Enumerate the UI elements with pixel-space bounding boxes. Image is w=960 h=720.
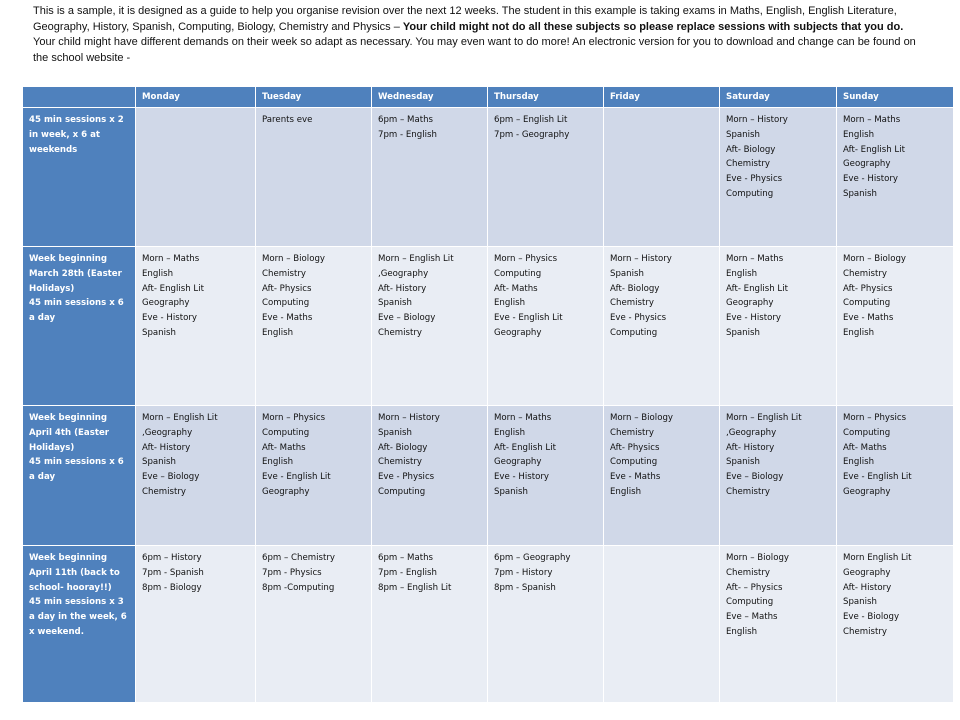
session-cell-monday <box>136 546 256 703</box>
session-line: Aft- Maths <box>494 283 538 294</box>
session-line: 7pm - Physics <box>262 567 322 578</box>
session-line: Aft- Physics <box>843 283 893 294</box>
week-row <box>23 247 954 406</box>
session-line: Chemistry <box>610 298 654 309</box>
session-cell-monday <box>136 108 256 247</box>
session-line: Geography <box>843 486 891 497</box>
session-line: Morn – History <box>378 413 440 423</box>
header-friday: Friday <box>604 87 720 108</box>
session-cell-saturday <box>720 546 837 703</box>
session-line: Eve - Biology <box>843 612 900 623</box>
session-line: Eve - Maths <box>610 472 661 483</box>
session-line: Morn – History <box>726 115 788 125</box>
session-line: Chemistry <box>610 427 654 438</box>
session-line: Aft- Physics <box>262 283 312 294</box>
session-line: Eve - History <box>142 313 197 324</box>
session-line: 7pm - History <box>494 567 553 578</box>
session-line: 6pm – History <box>142 553 202 563</box>
session-line: Morn – Maths <box>142 254 200 264</box>
session-line: 7pm - English <box>378 567 437 578</box>
session-line: Spanish <box>726 457 760 468</box>
session-cell-friday <box>604 406 720 546</box>
session-line: Eve - Physics <box>726 174 783 185</box>
week-label <box>23 546 136 703</box>
session-line: Geography <box>843 567 891 578</box>
session-cell-wednesday <box>372 406 488 546</box>
session-line: Chemistry <box>262 268 306 279</box>
week-row <box>23 406 954 546</box>
session-line: Eve - English Lit <box>494 313 563 324</box>
session-cell-saturday <box>720 406 837 546</box>
week-label <box>23 108 136 247</box>
session-line: Eve - English Lit <box>843 472 912 483</box>
session-line: Chemistry <box>726 486 770 497</box>
session-line: 8pm – English Lit <box>378 582 452 593</box>
week-label-line: 45 min sessions x 6 a day <box>29 457 124 483</box>
session-line: English <box>142 268 174 279</box>
session-line: 7pm - Spanish <box>142 567 204 578</box>
intro-paragraph <box>33 4 923 66</box>
session-line: Computing <box>843 427 891 438</box>
session-line: ,Geography <box>378 268 429 279</box>
session-line: 6pm – English Lit <box>494 115 568 125</box>
week-label-line: March 28th (Easter Holidays) <box>29 268 122 294</box>
session-line: Aft- Biology <box>378 442 428 453</box>
session-line: Morn – Physics <box>843 413 907 423</box>
header-corner <box>23 87 136 108</box>
session-line: Aft- English Lit <box>494 442 556 453</box>
session-line: Aft- Maths <box>843 442 887 453</box>
intro-text-part2: Your child might have different demands on their week so adapt as necessary. You may even want to do more! An electronic version for you to download and change can be found on the school website - <box>33 36 916 64</box>
session-line: Spanish <box>378 298 412 309</box>
session-line: Morn – Maths <box>843 115 901 125</box>
session-cell-wednesday <box>372 546 488 703</box>
session-cell-friday <box>604 546 720 703</box>
session-line: Chemistry <box>378 327 422 338</box>
session-line: Computing <box>262 298 310 309</box>
session-cell-wednesday <box>372 247 488 406</box>
week-label-line: 45 min sessions x 2 in week, x 6 at weekends <box>29 115 124 155</box>
header-tuesday: Tuesday <box>256 87 372 108</box>
week-label <box>23 406 136 546</box>
session-line: Morn – English Lit <box>378 254 454 264</box>
session-line: Morn – English Lit <box>142 413 218 423</box>
session-line: Chemistry <box>726 567 770 578</box>
session-cell-thursday <box>488 546 604 703</box>
week-label-line: 45 min sessions x 3 a day in the week, 6 x weekend. <box>29 597 127 637</box>
session-line: Chemistry <box>843 626 887 637</box>
session-line: English <box>262 327 294 338</box>
timetable-body <box>23 108 954 703</box>
week-label-line: Week beginning <box>29 254 108 264</box>
intro-text-part1: This is a sample, it is designed as a guide to help you organise revision over the next 12 weeks. The student in this example is taking exams in Maths, English, English Literature, Geography, History, Spanish, Computing, Biology, Chemistry and Physics – <box>33 5 897 33</box>
session-line: Computing <box>494 268 542 279</box>
session-line: 6pm – Geography <box>494 553 571 563</box>
session-line: Morn – Biology <box>843 254 906 264</box>
session-line: Eve - History <box>726 313 781 324</box>
session-line: Eve - Maths <box>262 313 313 324</box>
session-line: Geography <box>494 457 542 468</box>
session-line: Computing <box>262 427 310 438</box>
session-line: 6pm – Maths <box>378 553 434 563</box>
session-line: Spanish <box>726 327 760 338</box>
session-line: Morn – History <box>610 254 672 264</box>
session-line: Spanish <box>378 427 412 438</box>
session-line: Aft- Biology <box>726 144 776 155</box>
session-line: 7pm - English <box>378 129 437 140</box>
session-line: Morn – Maths <box>726 254 784 264</box>
header-row <box>23 87 954 108</box>
session-line: Eve – Maths <box>726 612 778 623</box>
session-line: English <box>843 129 875 140</box>
session-line: Eve - Physics <box>378 472 435 483</box>
session-line: ,Geography <box>726 427 777 438</box>
header-wednesday: Wednesday <box>372 87 488 108</box>
session-line: 6pm – Chemistry <box>262 553 336 563</box>
session-line: Computing <box>610 457 658 468</box>
session-cell-sunday <box>837 546 954 703</box>
session-line: English <box>726 268 758 279</box>
session-line: Eve - History <box>843 174 898 185</box>
header-thursday: Thursday <box>488 87 604 108</box>
session-line: Computing <box>843 298 891 309</box>
session-line: Chemistry <box>378 457 422 468</box>
session-cell-saturday <box>720 247 837 406</box>
session-line: English <box>843 457 875 468</box>
session-line: ,Geography <box>142 427 193 438</box>
session-line: Spanish <box>142 457 176 468</box>
week-label-line: Week beginning April 4th (Easter Holidays) <box>29 413 110 453</box>
session-line: English <box>843 327 875 338</box>
week-label-line: 45 min sessions x 6 a day <box>29 298 124 324</box>
session-line: Morn – Physics <box>262 413 326 423</box>
session-line: Spanish <box>843 188 877 199</box>
session-line: 8pm - Spanish <box>494 582 556 593</box>
session-line: Morn English Lit <box>843 553 912 563</box>
session-line: Eve – Biology <box>726 472 784 483</box>
session-cell-thursday <box>488 406 604 546</box>
session-line: Aft- Maths <box>262 442 306 453</box>
session-line: Geography <box>262 486 310 497</box>
session-line: Computing <box>610 327 658 338</box>
session-line: Spanish <box>843 597 877 608</box>
week-label-line: April 11th (back to school- hooray!!) <box>29 567 120 593</box>
week-label <box>23 247 136 406</box>
session-line: Computing <box>726 188 774 199</box>
session-cell-saturday <box>720 108 837 247</box>
session-line: Aft- – Physics <box>726 582 783 593</box>
session-line: 6pm – Maths <box>378 115 434 125</box>
session-line: Morn – Biology <box>726 553 789 563</box>
session-line: Geography <box>494 327 542 338</box>
session-line: Morn – Physics <box>494 254 558 264</box>
revision-timetable <box>22 86 954 703</box>
session-line: Computing <box>726 597 774 608</box>
session-line: Morn – English Lit <box>726 413 802 423</box>
week-label-line: Week beginning <box>29 553 108 563</box>
session-line: Spanish <box>726 129 760 140</box>
week-row <box>23 546 954 703</box>
session-line: Eve – Biology <box>142 472 200 483</box>
session-cell-tuesday <box>256 406 372 546</box>
session-line: Parents eve <box>262 115 313 125</box>
session-cell-monday <box>136 247 256 406</box>
session-line: Morn – Biology <box>262 254 325 264</box>
session-cell-monday <box>136 406 256 546</box>
session-line: Eve - English Lit <box>262 472 331 483</box>
session-line: Chemistry <box>142 486 186 497</box>
session-cell-tuesday <box>256 546 372 703</box>
session-cell-sunday <box>837 108 954 247</box>
session-line: Eve - Physics <box>610 313 667 324</box>
session-line: English <box>494 427 526 438</box>
session-cell-wednesday <box>372 108 488 247</box>
session-line: Aft- Physics <box>610 442 660 453</box>
session-line: 8pm - Biology <box>142 582 202 593</box>
session-line: Chemistry <box>726 159 770 170</box>
week-row <box>23 108 954 247</box>
session-line: Aft- History <box>378 283 427 294</box>
session-line: Aft- English Lit <box>142 283 204 294</box>
session-line: Aft- English Lit <box>726 283 788 294</box>
session-line: Eve - History <box>494 472 549 483</box>
session-cell-thursday <box>488 108 604 247</box>
session-cell-sunday <box>837 247 954 406</box>
session-cell-friday <box>604 108 720 247</box>
session-cell-tuesday <box>256 108 372 247</box>
session-line: Aft- History <box>843 582 892 593</box>
session-line: Spanish <box>610 268 644 279</box>
session-line: Aft- History <box>142 442 191 453</box>
session-line: Aft- History <box>726 442 775 453</box>
session-line: English <box>610 486 642 497</box>
session-line: English <box>262 457 294 468</box>
session-line: Computing <box>378 486 426 497</box>
session-line: Spanish <box>142 327 176 338</box>
session-line: Spanish <box>494 486 528 497</box>
session-line: Geography <box>726 298 774 309</box>
session-line: Morn – Biology <box>610 413 673 423</box>
session-cell-sunday <box>837 406 954 546</box>
intro-text-bold: Your child might not do all these subjects so please replace sessions with subjects that you do. <box>402 20 904 33</box>
session-line: Aft- Biology <box>610 283 660 294</box>
session-line: Geography <box>843 159 891 170</box>
session-line: Eve - Maths <box>843 313 894 324</box>
session-line: English <box>494 298 526 309</box>
session-line: Geography <box>142 298 190 309</box>
session-cell-tuesday <box>256 247 372 406</box>
header-sunday: Sunday <box>837 87 954 108</box>
header-saturday: Saturday <box>720 87 837 108</box>
session-line: Chemistry <box>843 268 887 279</box>
session-line: Aft- English Lit <box>843 144 905 155</box>
header-monday: Monday <box>136 87 256 108</box>
session-line: English <box>726 626 758 637</box>
session-line: Morn – Maths <box>494 413 552 423</box>
session-line: Eve – Biology <box>378 313 436 324</box>
session-line: 7pm - Geography <box>494 129 570 140</box>
session-cell-thursday <box>488 247 604 406</box>
session-line: 8pm -Computing <box>262 582 335 593</box>
session-cell-friday <box>604 247 720 406</box>
